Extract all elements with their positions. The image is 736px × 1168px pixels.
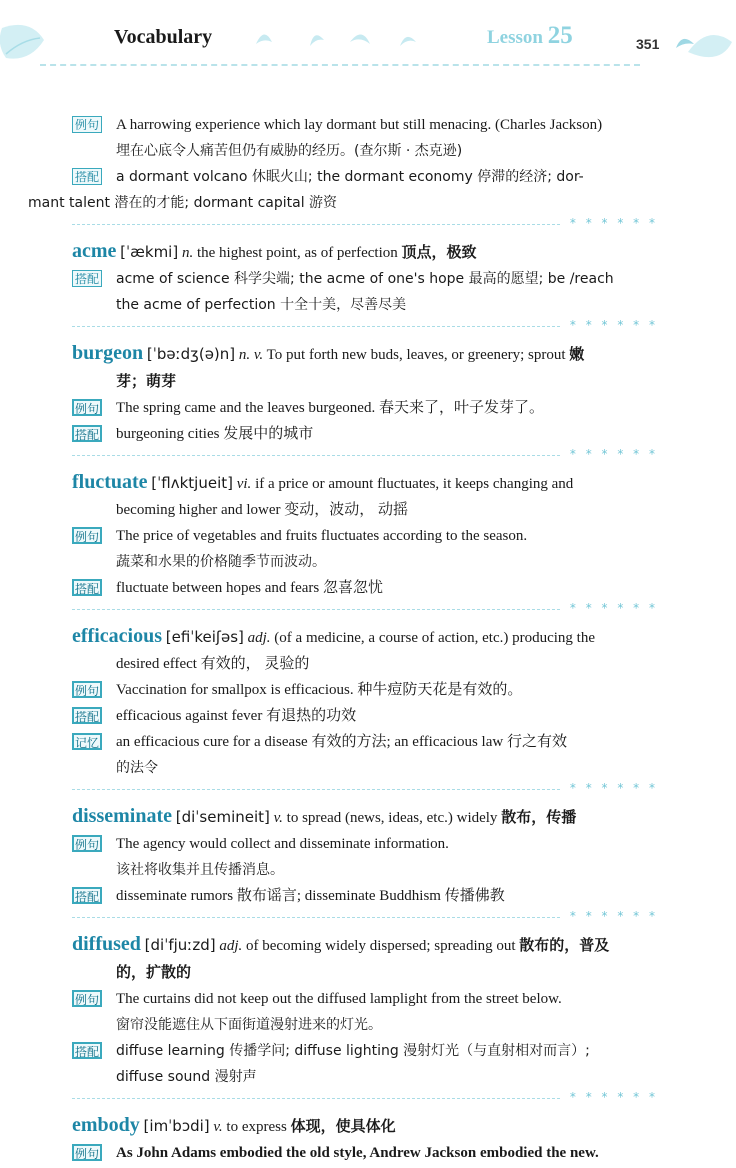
example-line	[72, 986, 662, 1012]
example-cn-line	[72, 857, 662, 883]
flower-decoration	[250, 24, 440, 52]
headword: burgeon	[72, 342, 144, 364]
separator-rule	[72, 326, 560, 327]
headword: embody	[72, 1114, 140, 1136]
headword: disseminate	[72, 805, 172, 827]
definition-cont-line	[72, 368, 662, 395]
definition-cn: 散布，传播	[501, 808, 577, 826]
separator-stars: * * * * * *	[569, 781, 658, 795]
example-en: The agency would collect and disseminate information.	[116, 836, 449, 852]
definition-cn: 嫩	[569, 345, 585, 363]
phonetic: [imˈbɔdi]	[143, 1117, 210, 1135]
example-line	[72, 677, 662, 703]
entry-headword-line	[72, 238, 662, 266]
header-divider	[40, 64, 640, 66]
definition-en: To put forth new buds, leaves, or greenery; sprout	[266, 347, 566, 363]
definition-cont: 的，扩散的	[116, 963, 192, 981]
leaf-decoration-left	[0, 18, 46, 68]
phonetic: [diˈfjuːzd]	[144, 936, 216, 954]
definition-en: to express	[226, 1119, 287, 1135]
lesson-label	[487, 22, 573, 50]
example-tag: 例句	[72, 1144, 102, 1161]
example-cn: 该社将收集并且传播消息。	[116, 862, 284, 878]
headword: diffused	[72, 933, 141, 955]
separator-rule	[72, 224, 560, 225]
entry-separator	[72, 320, 662, 338]
definition-cont-line	[72, 497, 662, 523]
phonetic: [ˈflʌktjueit]	[151, 474, 233, 492]
separator-stars: * * * * * *	[569, 909, 658, 923]
part-of-speech: adj.	[247, 630, 271, 646]
example-cn: 窗帘没能遮住从下面街道漫射进来的灯光。	[116, 1017, 382, 1033]
definition-cont: becoming higher and lower 变动，波动， 动摇	[116, 502, 409, 518]
example-line	[72, 523, 662, 549]
entry-headword-line	[72, 803, 662, 831]
example-tag: 例句	[72, 835, 102, 852]
example-line	[72, 395, 662, 421]
collocation-line-cont	[72, 1064, 662, 1090]
memory-line	[72, 729, 662, 755]
memory-line-cont	[72, 755, 662, 781]
collocation-tag: 搭配	[72, 887, 102, 904]
entry-headword-line	[72, 469, 662, 497]
definition-cn: 散布的，普及	[519, 936, 610, 954]
section-title: Vocabulary	[114, 26, 213, 48]
flower-decoration-right	[668, 22, 736, 82]
collocation-tag: 搭配	[72, 707, 102, 724]
headword: acme	[72, 240, 117, 262]
collocation-tag: 搭配	[72, 1042, 102, 1059]
separator-rule	[72, 455, 560, 456]
entry-headword-line	[72, 623, 662, 651]
vocabulary-content	[28, 112, 662, 1166]
separator-rule	[72, 917, 560, 918]
lesson-word: Lesson	[487, 27, 543, 48]
headword: efficacious	[72, 625, 162, 647]
example-en: Vaccination for smallpox is efficacious. 种牛痘防天花是有效的。	[116, 682, 523, 698]
example-cn-line	[72, 138, 662, 164]
collocation-line-cont	[72, 292, 662, 318]
headword: fluctuate	[72, 471, 148, 493]
definition-en: of becoming widely dispersed; spreading out	[246, 938, 516, 954]
entry-headword-line	[72, 1112, 662, 1140]
example-en: A harrowing experience which lay dormant but still menacing. (Charles Jackson)	[116, 117, 603, 133]
example-line	[72, 112, 662, 138]
definition-cont-line	[72, 959, 662, 986]
example-en: The price of vegetables and fruits fluctuates according to the season.	[116, 528, 528, 544]
collocation-line	[72, 266, 662, 292]
entry-separator	[72, 783, 662, 801]
example-en: The curtains did not keep out the diffused lamplight from the street below.	[116, 991, 562, 1007]
definition-en: the highest point, as of perfection	[196, 245, 398, 261]
entry-headword-line	[72, 931, 662, 959]
phonetic: [ˈækmi]	[120, 243, 179, 261]
collocation-tag: 搭配	[72, 270, 102, 287]
part-of-speech: n.	[181, 245, 194, 261]
entry-separator	[72, 218, 662, 236]
definition-cont: 芽；萌芽	[116, 372, 177, 390]
collocation-text: fluctuate between hopes and fears 忽喜忽忧	[116, 580, 383, 596]
definition-cont: desired effect 有效的， 灵验的	[116, 656, 310, 672]
separator-rule	[72, 789, 560, 790]
collocation-line	[72, 164, 662, 190]
page-number: 351	[636, 36, 660, 52]
separator-stars: * * * * * *	[569, 318, 658, 332]
example-tag: 例句	[72, 116, 102, 133]
lesson-number: 25	[547, 22, 573, 49]
phonetic: [diˈsemineit]	[175, 808, 270, 826]
collocation-text: burgeoning cities 发展中的城市	[116, 426, 314, 442]
collocation-text: diffuse learning 传播学问; diffuse lighting 漫射灯光（与直射相对而言）;	[116, 1043, 590, 1059]
collocation-text: the acme of perfection 十全十美，尽善尽美	[116, 297, 407, 313]
memory-text: 的法令	[116, 760, 158, 776]
separator-stars: * * * * * *	[569, 1090, 658, 1104]
entry-separator	[72, 449, 662, 467]
definition-en: if a price or amount fluctuates, it keeps changing and	[255, 476, 574, 492]
definition-cn: 顶点，极致	[401, 243, 477, 261]
definition-en: (of a medicine, a course of action, etc.) producing the	[274, 630, 595, 646]
collocation-text: disseminate rumors 散布谣言; disseminate Buddhism 传播佛教	[116, 888, 505, 904]
example-line	[72, 1140, 662, 1166]
separator-stars: * * * * * *	[569, 216, 658, 230]
entry-headword-line	[72, 340, 662, 368]
example-tag: 例句	[72, 399, 102, 416]
example-tag: 例句	[72, 681, 102, 698]
memory-text: an efficacious cure for a disease 有效的方法; an efficacious law 行之有效	[116, 734, 567, 750]
example-en: As John Adams embodied the old style, Andrew Jackson embodied the new.	[116, 1145, 599, 1161]
collocation-text: diffuse sound 漫射声	[116, 1069, 257, 1085]
memory-tag: 记忆	[72, 733, 102, 750]
example-tag: 例句	[72, 527, 102, 544]
example-cn-line	[72, 1012, 662, 1038]
collocation-tag: 搭配	[72, 168, 102, 185]
entry-separator	[72, 603, 662, 621]
collocation-line	[72, 883, 662, 909]
separator-rule	[72, 609, 560, 610]
collocation-line	[72, 421, 662, 447]
collocation-text: efficacious against fever 有退热的功效	[116, 708, 357, 724]
collocation-text: mant talent 潜在的才能; dormant capital 游资	[28, 195, 338, 211]
example-cn-line	[72, 549, 662, 575]
phonetic: [ˈbəːdʒ(ə)n]	[146, 345, 236, 363]
collocation-text: a dormant volcano 休眠火山; the dormant economy 停滞的经济; dor-	[116, 169, 584, 185]
entry-separator	[72, 1092, 662, 1110]
part-of-speech: adj.	[219, 938, 243, 954]
page-header	[0, 0, 736, 80]
collocation-line	[72, 575, 662, 601]
collocation-text: acme of science 科学尖端; the acme of one's hope 最高的愿望; be /reach	[116, 271, 614, 287]
example-cn: 蔬菜和水果的价格随季节而波动。	[116, 554, 326, 570]
part-of-speech: v.	[213, 1119, 223, 1135]
example-line	[72, 831, 662, 857]
example-en: The spring came and the leaves burgeoned. 春天来了，叶子发芽了。	[116, 400, 544, 416]
entry-separator	[72, 911, 662, 929]
phonetic: [efiˈkeiʃəs]	[165, 628, 244, 646]
part-of-speech: v.	[273, 810, 283, 826]
definition-cn: 体现，使具体化	[290, 1117, 396, 1135]
example-tag: 例句	[72, 990, 102, 1007]
collocation-tag: 搭配	[72, 425, 102, 442]
example-cn: 埋在心底令人痛苦但仍有威胁的经历。(查尔斯 · 杰克逊)	[116, 143, 463, 159]
separator-rule	[72, 1098, 560, 1099]
collocation-line-cont	[28, 190, 662, 216]
collocation-line	[72, 703, 662, 729]
separator-stars: * * * * * *	[569, 447, 658, 461]
definition-en: to spread (news, ideas, etc.) widely	[286, 810, 498, 826]
collocation-line	[72, 1038, 662, 1064]
definition-cont-line	[72, 651, 662, 677]
collocation-tag: 搭配	[72, 579, 102, 596]
part-of-speech: n. v.	[238, 347, 264, 363]
separator-stars: * * * * * *	[569, 601, 658, 615]
part-of-speech: vi.	[236, 476, 252, 492]
